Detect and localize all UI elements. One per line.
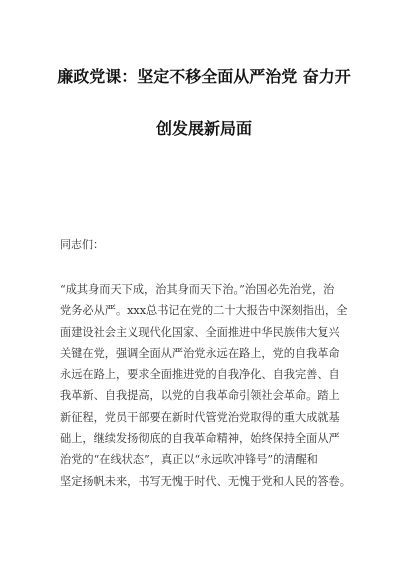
paragraph-line: 新征程，党员干部要在新时代管党治党取得的重大成就基 <box>60 410 340 424</box>
document-title-line-2: 创发展新局面 <box>155 119 252 138</box>
paragraph-line: 关键在党，强调全面从严治党永远在路上，党的自我革命 <box>60 346 340 360</box>
paragraph-line: 坚定扬帆未来，书写无愧于时代、无愧于党和人民的答卷。 <box>60 474 351 488</box>
paragraph-line: 永远在路上，要求全面推进党的自我净化、自我完善、自 <box>60 368 340 382</box>
paragraph-line: 治党的“在线状态”，真正以“永远吹冲锋号”的清醒和 <box>60 453 318 467</box>
paragraph-line: 我革新、自我提高，以党的自我革命引领社会革命。踏上 <box>60 389 340 403</box>
paragraph-line: 面建设社会主义现代化国家、全面推进中华民族伟大复兴 <box>60 325 340 339</box>
salutation: 同志们： <box>60 238 104 251</box>
document-title-line-1: 廉政党课：坚定不移全面从严治党 奋力开 <box>57 67 351 86</box>
body-paragraph <box>60 279 352 492</box>
paragraph-line: 础上，继续发扬彻底的自我革命精神，始终保持全面从严 <box>60 432 340 446</box>
paragraph-line: 党务必从严。xxx总书记在党的二十大报告中深刻指出，全 <box>60 304 348 318</box>
paragraph-line: “成其身而天下成，治其身而天下治。”治国必先治党，治 <box>60 283 335 296</box>
